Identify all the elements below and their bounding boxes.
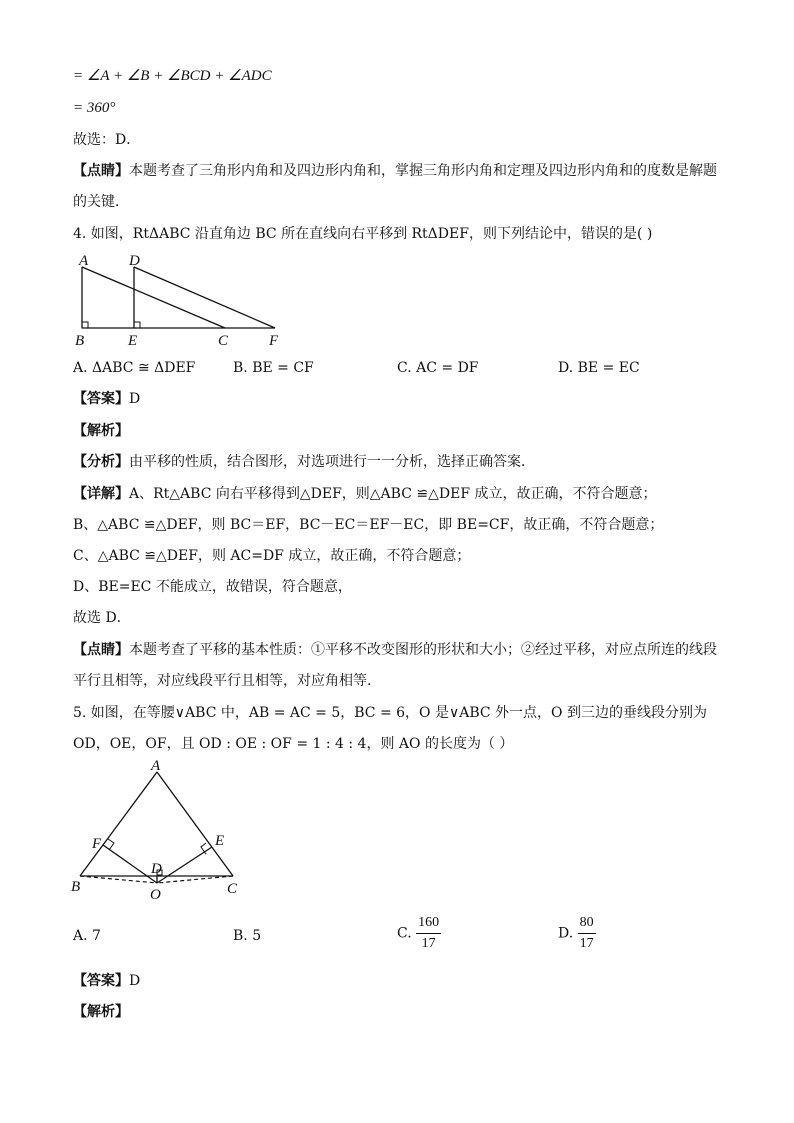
xiangjie-text: A、Rt△ABC 向右平移得到△DEF，则△ABC ≌△DEF 成立，故正确，不符合题意； xyxy=(129,486,657,502)
q5-stem-1: 5. 如图，在等腰∨ABC 中，AB = AC = 5，BC = 6，O 是∨ABC 外一点，O 到三边的垂线段分别为 xyxy=(73,705,707,721)
q5-figure xyxy=(65,755,255,905)
q5-option-c xyxy=(397,915,441,952)
label-e: E xyxy=(215,833,225,849)
frac-denominator: 17 xyxy=(579,936,594,951)
label-o: O xyxy=(150,887,161,903)
dianjing-tag: 【点睛】 xyxy=(73,163,129,179)
q4-option-a: A. ΔABC ≅ ΔDEF xyxy=(73,360,196,376)
q5-option-b: B. 5 xyxy=(233,928,262,944)
label-d: D xyxy=(151,861,162,877)
label-a: A xyxy=(79,253,89,269)
q4-dianjing-tag: 【点睛】 xyxy=(73,642,129,658)
q4-figure xyxy=(70,250,290,350)
q4-dianjing-1 xyxy=(73,640,717,660)
q5-option-c-label: C. xyxy=(397,925,412,942)
label-c: C xyxy=(227,881,238,897)
label-a: A xyxy=(151,758,161,774)
label-e: E xyxy=(128,333,138,349)
frac-numerator: 80 xyxy=(578,915,596,934)
q5-option-d-fraction xyxy=(578,915,596,952)
answer-value: D xyxy=(129,391,141,407)
label-b: B xyxy=(75,333,85,349)
q4-fenxi xyxy=(73,452,535,472)
q4-xiangjie xyxy=(73,484,656,504)
equation-line-2: = 360° xyxy=(73,100,116,116)
q5-option-d xyxy=(558,915,596,952)
label-b: B xyxy=(71,879,81,895)
q4-option-b: B. BE = CF xyxy=(233,360,314,376)
q4-d-line: D、BE=EC 不能成立，故错误，符合题意， xyxy=(73,579,352,595)
label-f: F xyxy=(92,836,102,852)
answer-tag: 【答案】 xyxy=(73,973,129,989)
q4-stem: 4. 如图，RtΔABC 沿直角边 BC 所在直线向右平移到 RtΔDEF，则下列结论中，错误的是( ) xyxy=(73,226,653,242)
q5-option-c-fraction xyxy=(416,915,441,952)
q4-analysis-tag: 【解析】 xyxy=(73,423,129,439)
label-d: D xyxy=(129,253,140,269)
q4-c-line: C、△ABC ≌△DEF，则 AC=DF 成立，故正确，不符合题意； xyxy=(73,548,471,564)
frac-denominator: 17 xyxy=(421,936,436,951)
q4-b-line: B、△ABC ≌△DEF，则 BC＝EF，BC－EC＝EF－EC，即 BE=CF，故正确，不符合题意； xyxy=(73,517,664,533)
xiangjie-tag: 【详解】 xyxy=(73,486,129,502)
q5-answer xyxy=(73,971,140,991)
q4-option-c: C. AC = DF xyxy=(397,360,479,376)
fenxi-text: 由平移的性质，结合图形，对选项进行一一分析，选择正确答案． xyxy=(129,454,535,470)
frac-numerator: 160 xyxy=(416,915,441,934)
answer-tag: 【答案】 xyxy=(73,391,129,407)
q4-answer xyxy=(73,389,140,409)
label-f: F xyxy=(269,333,279,349)
answer-value: D xyxy=(129,973,141,989)
choose-line: 故选：D． xyxy=(73,132,141,148)
dianjing-line-1 xyxy=(73,161,717,181)
fenxi-tag: 【分析】 xyxy=(73,454,129,470)
dianjing-text: 本题考查了三角形内角和及四边形内角和，掌握三角形内角和定理及四边形内角和的度数是解题 xyxy=(129,163,717,179)
q5-stem-2: OD，OE，OF，且 OD : OE : OF = 1 : 4 : 4，则 AO 的长度为（ ） xyxy=(73,736,514,752)
q5-option-d-label: D. xyxy=(558,925,574,942)
q4-choose: 故选 D． xyxy=(73,610,131,626)
q4-dianjing-2: 平行且相等，对应线段平行且相等，对应角相等. xyxy=(73,673,372,689)
q5-analysis-tag: 【解析】 xyxy=(73,1004,129,1020)
equation-line-1: = ∠A + ∠B + ∠BCD + ∠ADC xyxy=(73,68,272,84)
label-c: C xyxy=(218,333,229,349)
q5-option-a: A. 7 xyxy=(73,928,101,944)
q4-option-d: D. BE = EC xyxy=(558,360,640,376)
dianjing-line-2: 的关键． xyxy=(73,194,129,210)
q4-dianjing-text: 本题考查了平移的基本性质：①平移不改变图形的形状和大小；②经过平移，对应点所连的线段 xyxy=(129,642,717,658)
